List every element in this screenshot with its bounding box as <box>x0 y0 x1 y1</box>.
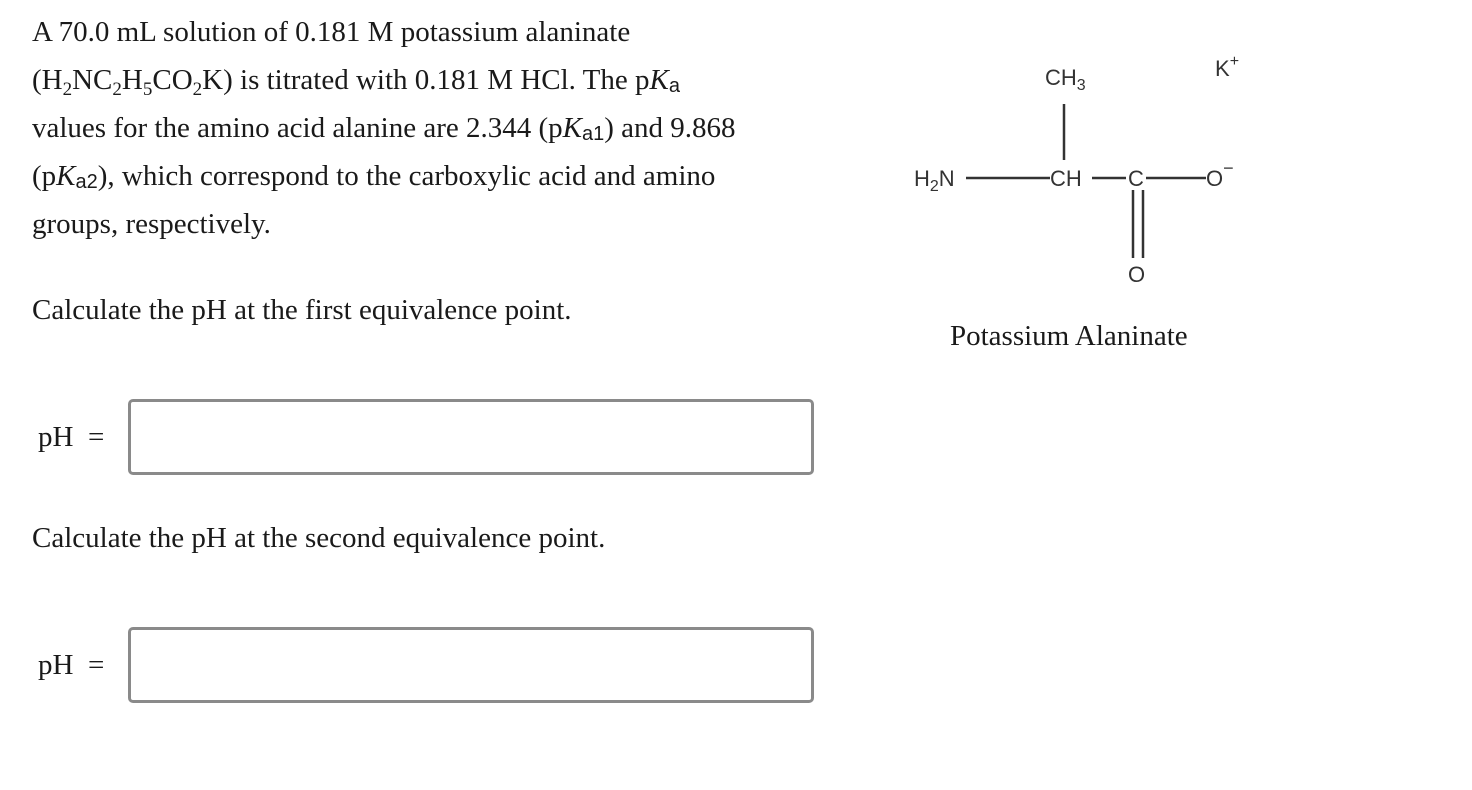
problem-line-1: A 70.0 mL solution of 0.181 M potassium alaninate <box>32 16 631 48</box>
carboxylate-oxygen-label: O− <box>1206 158 1234 191</box>
problem-line-3: values for the amino acid alanine are 2.344 $(pK_{a1})$ and 9.868 <box>32 112 736 145</box>
answer-row-1 <box>38 399 818 475</box>
ph-answer-input-2[interactable] <box>128 627 814 703</box>
amino-label: $H_2N$ <box>914 166 955 195</box>
potassium-label: K+ <box>1215 53 1240 81</box>
problem-line-4: $(pK_{a2})$, which correspond to the carboxylic acid and amino <box>32 160 716 193</box>
question-first-equivalence: Calculate the pH at the first equivalence point. <box>32 294 572 326</box>
problem-statement <box>32 8 832 248</box>
carboxyl-carbon-label: C <box>1128 166 1144 191</box>
potassium-alaninate-structure <box>900 40 1280 300</box>
structure-diagram <box>900 40 1280 300</box>
question-second-equivalence: Calculate the pH at the second equivalence point. <box>32 522 606 554</box>
carbonyl-oxygen-label: O <box>1128 262 1146 287</box>
alpha-carbon-label: CH <box>1050 166 1082 191</box>
problem-line-2: $(H_2NC_2H_5CO_2K)$ is titrated with 0.181 M HCl. The $pK_a$ <box>32 64 680 100</box>
answer-row-2 <box>38 627 818 703</box>
structure-caption: Potassium Alaninate <box>950 320 1188 352</box>
ph-label-1: pH = <box>38 421 105 453</box>
problem-line-5: groups, respectively. <box>32 208 271 240</box>
ph-answer-input-1[interactable] <box>128 399 814 475</box>
methyl-label: $CH_3$ <box>1045 65 1086 94</box>
ph-label-2: pH = <box>38 649 105 681</box>
